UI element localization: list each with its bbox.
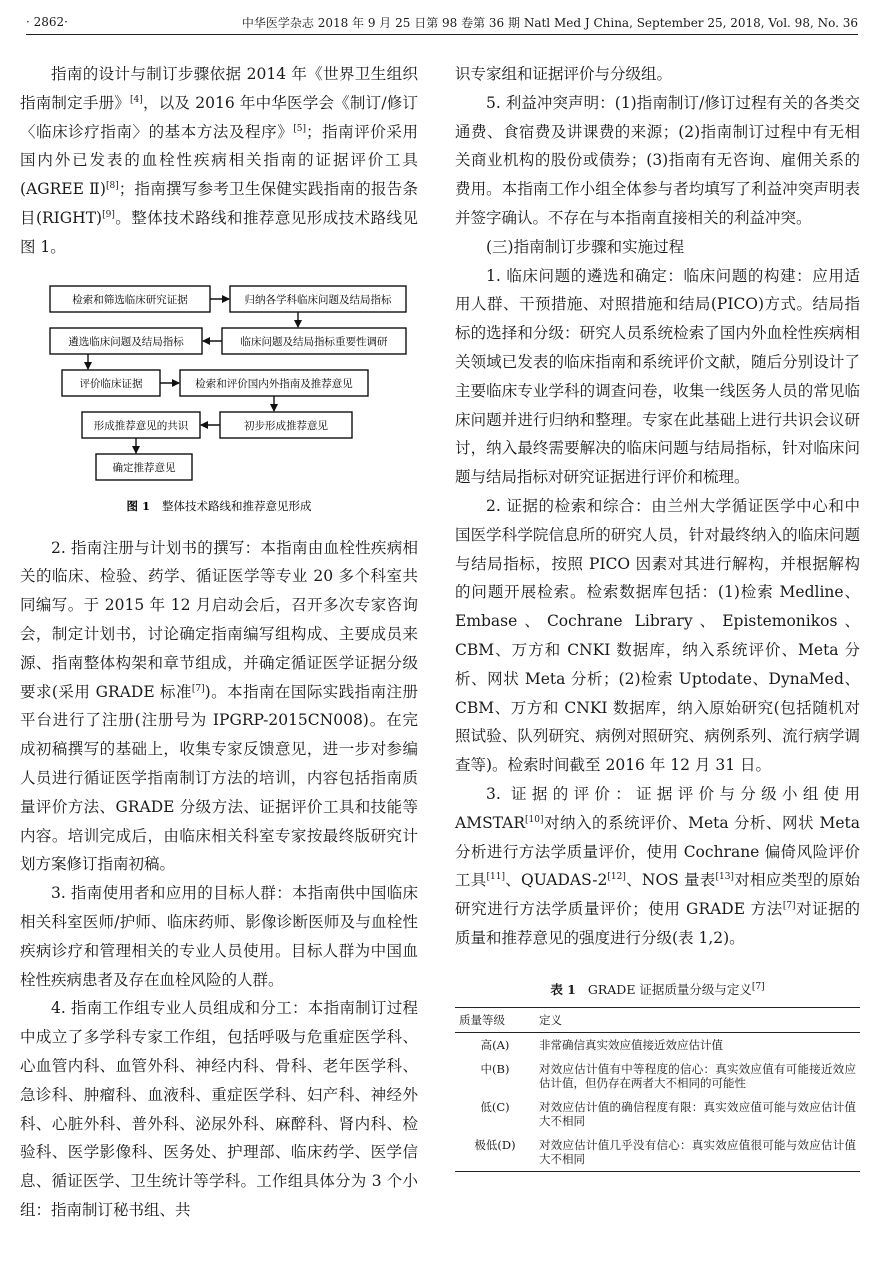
table-row: 极低(D) 对效应估计值几乎没有信心：真实效应值很可能与效应估计值大不相同: [455, 1133, 860, 1172]
column-header-level: 质量等级: [455, 1007, 535, 1032]
table-row: 高(A) 非常确信真实效应值接近效应估计值: [480, 1037, 723, 1052]
flow-box-importance-survey: [222, 328, 406, 354]
svg-text:确定推荐意见: 确定推荐意见: [112, 461, 176, 474]
page-number: · 2862·: [26, 15, 68, 29]
paragraph-clinical-questions: 1. 临床问题的遴选和确定：临床问题的构建：应用适用人群、干预措施、对照措施和结局(PICO)方式。结局指标的选择和分级：研究人员系统检索了国内外血栓性疾病相关领域已发表的临床指南和系统评价文献，随后分别设计了主要临床专业学科的调查问卷，收集一线医务人员的常见临床问题并进行归纳和整理。专家在此基础上进行共识会议研讨，纳入最终需要解决的临床问题与结局指标，针对临床问题与结局指标对研究证据进行评价和梳理。: [455, 266, 860, 487]
paragraph-continuation: 识专家组和证据评价与分级组。: [455, 65, 673, 83]
flow-box-consensus: [82, 412, 200, 438]
svg-text:形成推荐意见的共识: 形成推荐意见的共识: [93, 419, 189, 432]
svg-text:评价临床证据: 评价临床证据: [79, 377, 143, 390]
flow-box-evaluate-guidelines: [180, 370, 368, 396]
table-row: 中(B) 对效应估计值有中等程度的信心：真实效应值有可能接近效应估计值，但仍存在两者大不相同的可能性: [480, 1061, 856, 1090]
paragraph-evidence-search: 2. 证据的检索和综合：由兰州大学循证医学中心和中国医学科学院信息所的研究人员，针对最终纳入的临床问题与结局指标，按照 PICO 因素对其进行解构，并根据解构的问题开展检索。检索数据库包括：(1)检索 Medline、Embase、Cochrane Library、Epistemonikos、CBM、万方和 CNKI 数据库，纳入系统评价、Meta 分析、网状 Meta 分析；(2)检索 Uptodate、DynaMed、CBM、万方和 CNKI 数据库，纳入原始研究(包括随机对照试验、队列研究、病例对照研究、病例系列、流行病学调查等)。检索时间截至 2016 年 12 月 31 日。: [455, 496, 860, 775]
svg-text:初步形成推荐意见: 初步形成推荐意见: [244, 419, 328, 432]
right-column: [455, 60, 860, 1172]
paragraph-design-basis: 指南的设计与制订步骤依据 2014 年《世界卫生组织指南制定手册》[4]，以及 2016 年中华医学会《制订/修订〈临床诊疗指南〉的基本方法及程序》[5]；指南评价采用国内外已发表的血栓性疾病相关指南的证据评价工具(AGREE Ⅱ)[8]；指南撰写参考卫生保健实践指南的报告条目(RIGHT)[9]。整体技术路线和推荐意见形成技术路线见图 1。: [20, 65, 418, 256]
table-row: 低(C) 对效应估计值的确信程度有限：真实效应值可能与效应估计值大不相同: [480, 1099, 856, 1128]
column-header-definition: 定义: [535, 1007, 860, 1032]
flow-box-draft-recommendations: [220, 412, 352, 438]
flow-box-select-questions: [50, 328, 202, 354]
svg-text:归纳各学科临床问题及结局指标: 归纳各学科临床问题及结局指标: [244, 293, 392, 306]
paragraph-evidence-evaluation: 3. 证据的评价：证据评价与分级小组使用 AMSTAR[10]对纳入的系统评价、Meta 分析、网状 Meta 分析进行方法学质量评价，使用 Cochrane 偏倚风险评价工具[11]、QUADAS-2[12]、NOS 量表[13]对相应类型的原始研究进行方法学质量评价；使用 GRADE 方法[7]对证据的质量和推荐意见的强度进行分级(表 1,2)。: [455, 784, 860, 947]
svg-text:临床问题及结局指标重要性调研: 临床问题及结局指标重要性调研: [240, 335, 388, 348]
figure-1-flowchart: [20, 274, 418, 526]
left-column: [20, 60, 418, 1225]
paragraph-working-group: 4. 指南工作组专业人员组成和分工：本指南制订过程中成立了多学科专家工作组，包括呼吸与危重症医学科、心血管内科、血管外科、神经内科、骨科、老年医学科、急诊科、肿瘤科、血液科、重症医学科、妇产科、神经外科、心脏外科、普外科、泌尿外科、麻醉科、肾内科、检验科、医学影像科、医务处、护理部、临床药学、医学信息、循证医学、卫生统计等学科。工作组具体分为 3 个小组：指南制订秘书组、共: [20, 999, 418, 1219]
flow-box-search-evidence: [50, 286, 210, 312]
section-heading-steps: (三)指南制订步骤和实施过程: [486, 237, 685, 256]
flow-box-final-recommendations: [96, 454, 192, 480]
grade-evidence-table: [455, 1007, 860, 1172]
flow-box-summarize-questions: [230, 286, 406, 312]
svg-text:遴选临床问题及结局指标: 遴选临床问题及结局指标: [68, 335, 184, 348]
svg-text:检索和筛选临床研究证据: 检索和筛选临床研究证据: [72, 293, 188, 306]
paragraph-conflict-of-interest: 5. 利益冲突声明：(1)指南制订/修订过程有关的各类交通费、食宿费及讲课费的来源；(2)指南制订过程中有无相关商业机构的股份或债券；(3)指南有无咨询、雇佣关系的费用。本指南工作小组全体参与者均填写了利益冲突声明表并签字确认。不存在与本指南直接相关的利益冲突。: [455, 93, 860, 227]
figure-caption: 图 1 整体技术路线和推荐意见形成: [126, 498, 312, 513]
running-header: [26, 10, 858, 35]
table-header-row: [455, 1007, 860, 1032]
table-1-caption: 表 1 GRADE 证据质量分级与定义[7]: [550, 981, 765, 997]
journal-citation: 中华医学杂志 2018 年 9 月 25 日第 98 卷第 36 期 Natl Med J China, September 25, 2018, Vol. 98, No. 36: [241, 15, 858, 30]
flow-box-evaluate-evidence: [62, 370, 160, 396]
paragraph-target-users: 3. 指南使用者和应用的目标人群：本指南供中国临床相关科室医师/护师、临床药师、影像诊断医师及与血栓性疾病诊疗和管理相关的专业人员使用。目标人群为中国血栓性疾病患者及存在血栓风险的人群。: [20, 884, 418, 989]
svg-text:检索和评价国内外指南及推荐意见: 检索和评价国内外指南及推荐意见: [195, 377, 353, 390]
paragraph-registration: 2. 指南注册与计划书的撰写：本指南由血栓性疾病相关的临床、检验、药学、循证医学等专业 20 多个科室共同编写。于 2015 年 12 月启动会后，召开多次专家咨询会，制定计划书，讨论确定指南编写组构成、主要成员来源、指南整体构架和章节组成，并确定循证医学证据分级要求(采用 GRADE 标准[7])。本指南在国际实践指南注册平台进行了注册(注册号为 IPGRP-2015CN008)。在完成初稿撰写的基础上，收集专家反馈意见，进一步对参编人员进行循证医学指南制订方法的培训，内容包括指南质量评价方法、GRADE 分级方法、证据评价工具和技能等内容。培训完成后，由临床相关科室专家按最终版研究计划方案修订指南初稿。: [20, 538, 418, 874]
